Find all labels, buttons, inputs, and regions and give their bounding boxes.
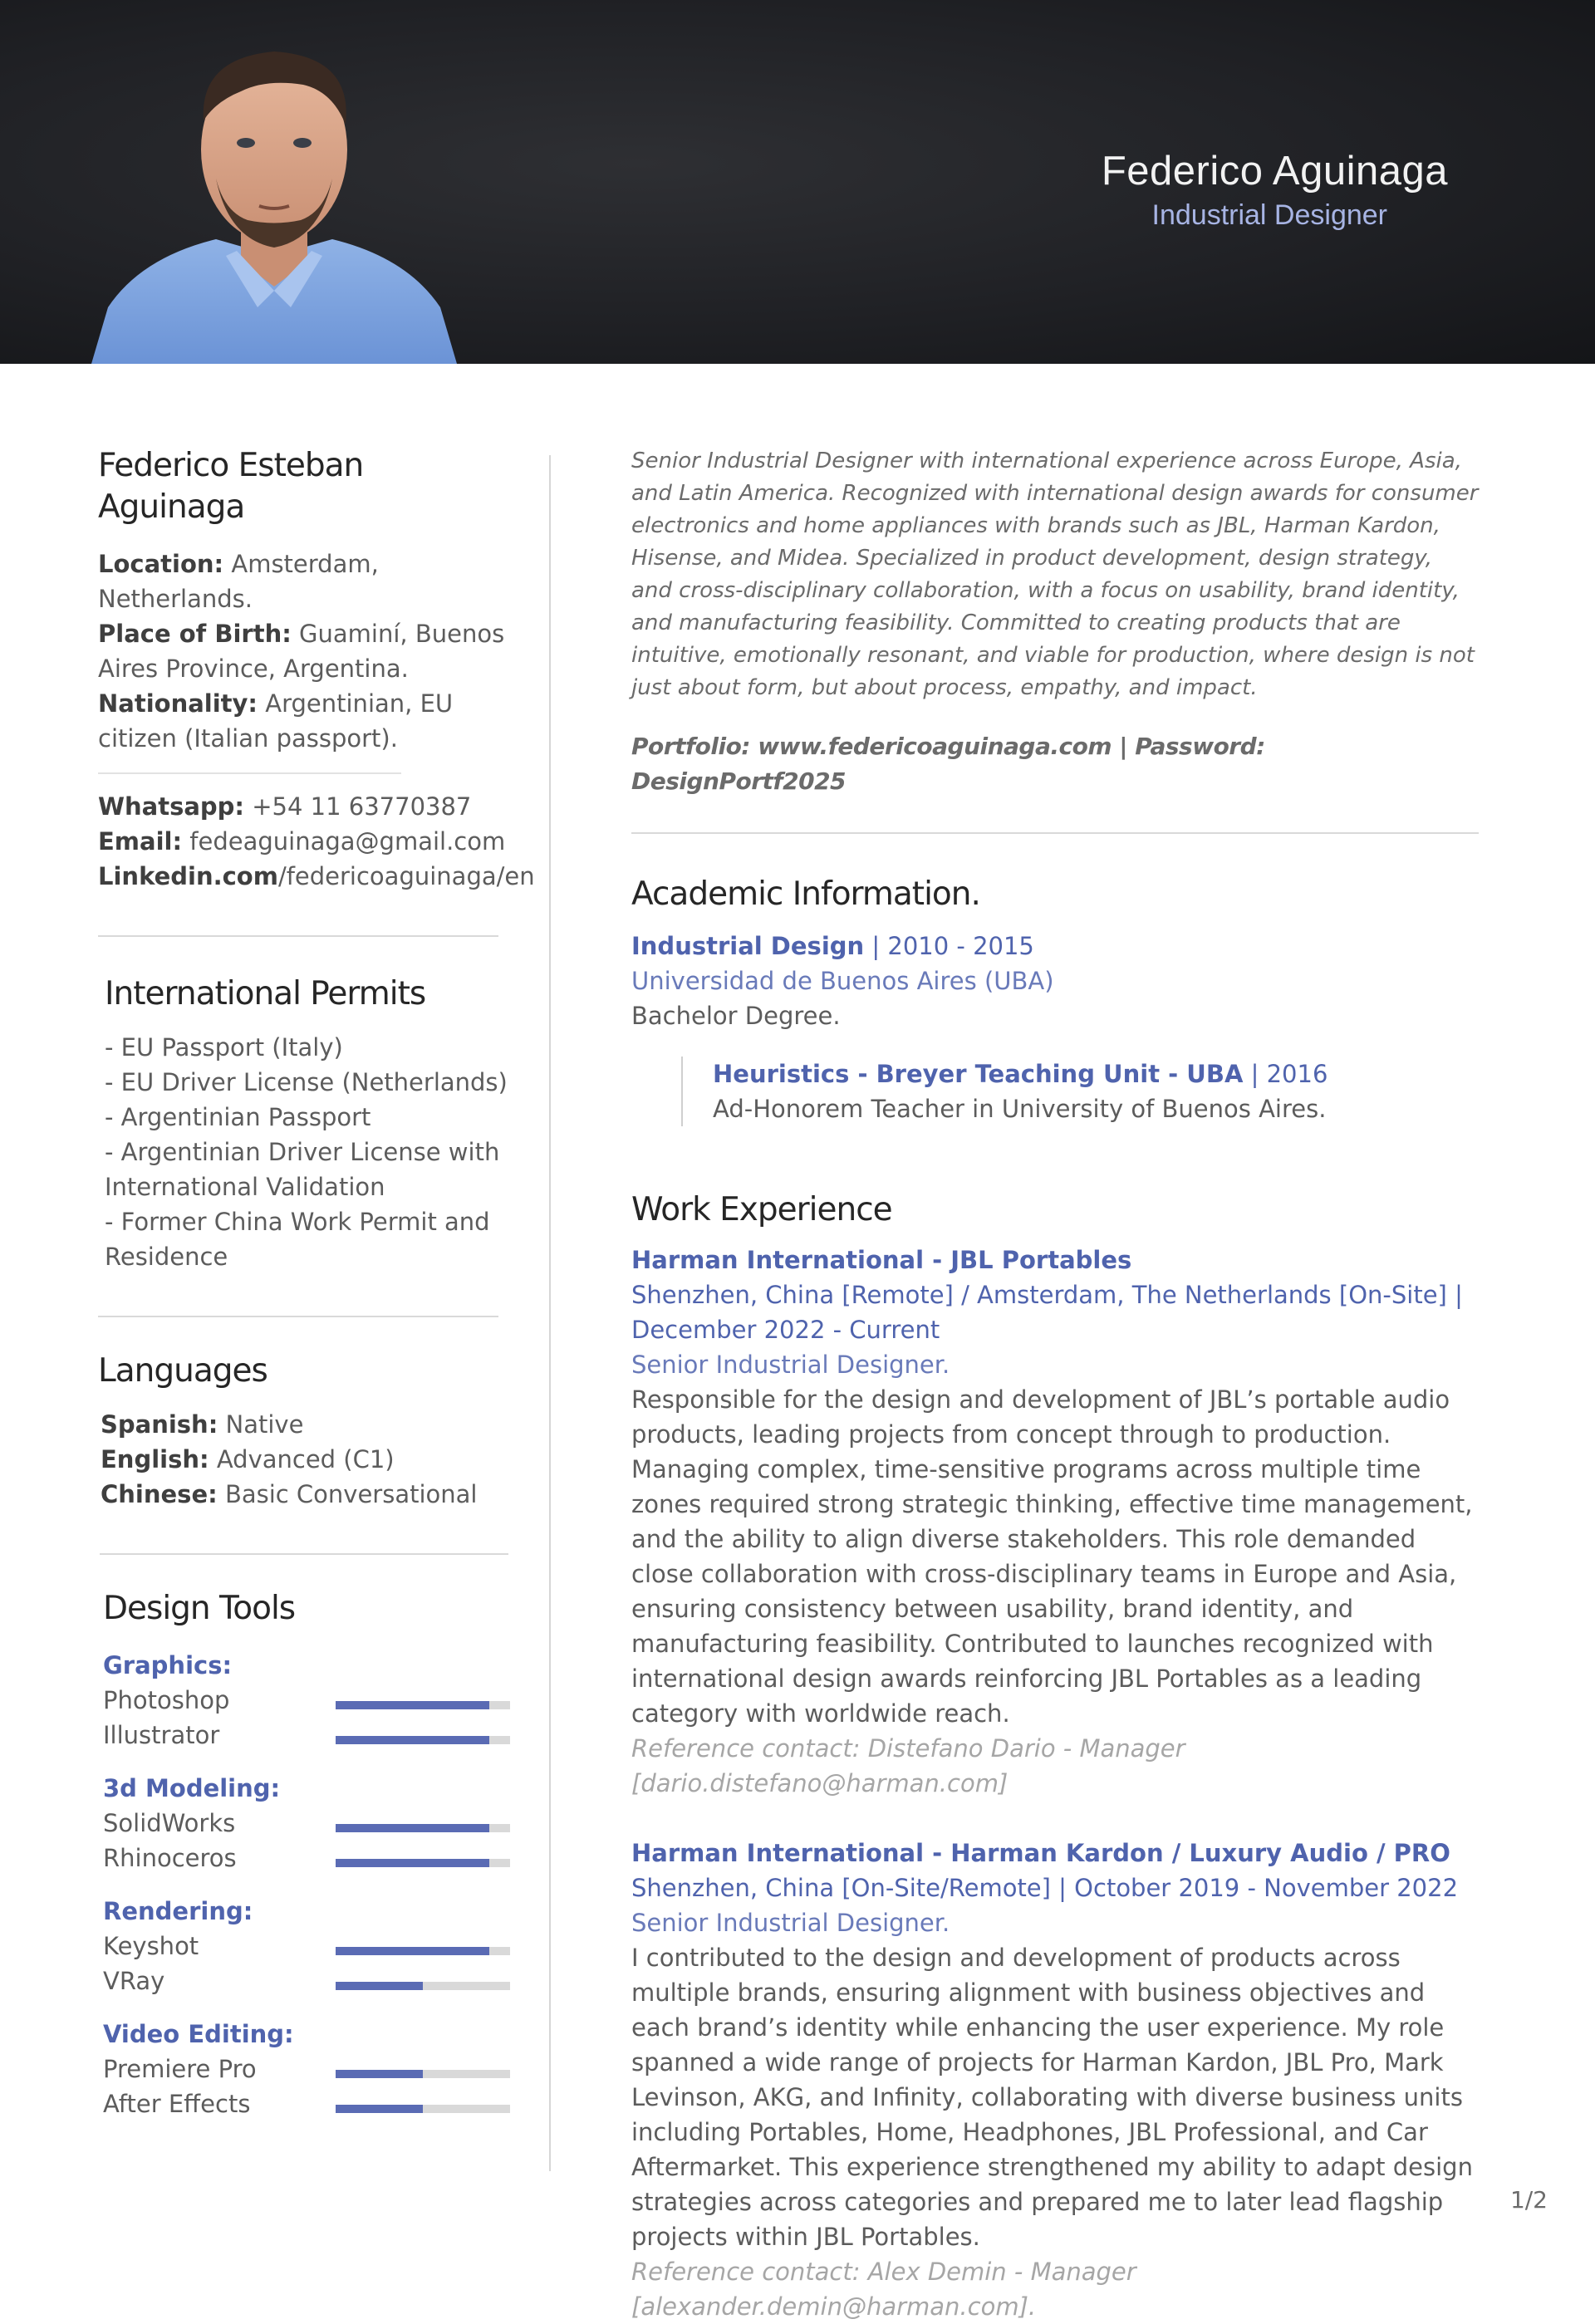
- job-reference: Reference contact: Distefano Dario - Manager [dario.distefano@harman.com]: [631, 1734, 1185, 1797]
- job-location: Shenzhen, China [On-Site/Remote] | October 2019 - November 2022: [631, 1874, 1459, 1902]
- list-item: English: Advanced (C1): [101, 1445, 395, 1473]
- tool-category: Graphics:: [103, 1651, 233, 1679]
- divider: [98, 1316, 498, 1317]
- right-column: [631, 445, 1479, 2324]
- skill-bar: [336, 1859, 510, 1867]
- list-item: - Argentinian Driver License with International Validation: [105, 1138, 500, 1201]
- birth-line: Place of Birth: Guaminí, Buenos Aires Province, Argentina.: [98, 620, 505, 683]
- skill-bar: [336, 1736, 510, 1744]
- teaching-entry: [681, 1057, 1479, 1126]
- job-description: Responsible for the design and development of JBL’s portable audio products, leading projects from concept through to production. Managing complex, time-sensitive programs across multiple time zones required strong strategic thinking, effective time management, and the ability to align diverse stakeholders. This role demanded close collaboration with cross-disciplinary teams in Europe and Asia, ensuring consistency between usability, brand identity, and manufacturing feasibility. Contributed to launches recognized with international design awards reinforcing JBL Portables as a leading category with worldwide reach.: [631, 1385, 1473, 1728]
- degree-line: Industrial Design | 2010 - 2015: [631, 932, 1034, 960]
- header-banner: [0, 0, 1595, 364]
- skill-bar-fill: [336, 2070, 423, 2078]
- profile-photo: [83, 33, 465, 364]
- skill-bar: [336, 2070, 510, 2078]
- tool-category: Rendering:: [103, 1897, 253, 1925]
- skill-bar: [336, 1982, 510, 1990]
- personal-info: [98, 547, 513, 756]
- tool-row: Photoshop: [103, 1683, 513, 1718]
- list-item: - EU Passport (Italy): [105, 1033, 343, 1061]
- divider: [98, 772, 401, 774]
- skill-bar-fill: [336, 1701, 489, 1709]
- email-line[interactable]: Email: fedeaguinaga@gmail.com: [98, 827, 506, 856]
- whatsapp-line[interactable]: Whatsapp: +54 11 63770387: [98, 792, 472, 821]
- job-entry: [631, 1243, 1479, 1801]
- header-name: Federico Aguinaga: [1101, 149, 1448, 194]
- academic-entry: [631, 929, 1479, 1033]
- school-name: Universidad de Buenos Aires (UBA): [631, 967, 1054, 995]
- skill-bar-fill: [336, 1824, 489, 1832]
- tool-category: 3d Modeling:: [103, 1774, 281, 1802]
- tool-row: After Effects: [103, 2086, 513, 2121]
- nationality-line: Nationality: Argentinian, EU citizen (Italian passport).: [98, 689, 454, 753]
- tool-row: Premiere Pro: [103, 2052, 513, 2086]
- column-divider: [549, 455, 551, 2171]
- skill-bar: [336, 1824, 510, 1832]
- job-reference: Reference contact: Alex Demin - Manager [alexander.demin@harman.com].: [631, 2258, 1136, 2321]
- tool-category: Video Editing:: [103, 2020, 294, 2048]
- job-entry: [631, 1836, 1479, 2324]
- skill-bar: [336, 1947, 510, 1955]
- skill-bar-fill: [336, 2105, 423, 2113]
- divider: [98, 935, 498, 937]
- job-position: Senior Industrial Designer.: [631, 1909, 950, 1937]
- teaching-desc: Ad-Honorem Teacher in University of Buenos Aires.: [713, 1095, 1327, 1123]
- list-item: - Former China Work Permit and Residence: [105, 1208, 490, 1271]
- job-company: Harman International - Harman Kardon / Luxury Audio / PRO: [631, 1839, 1450, 1867]
- job-position: Senior Industrial Designer.: [631, 1351, 950, 1379]
- list-item: Chinese: Basic Conversational: [101, 1480, 478, 1508]
- work-title: Work Experience: [631, 1191, 892, 1228]
- list-item: - Argentinian Passport: [105, 1103, 371, 1131]
- job-location: Shenzhen, China [Remote] / Amsterdam, The Netherlands [On-Site] | December 2022 - Current: [631, 1281, 1463, 1344]
- tool-row: VRay: [103, 1964, 513, 1998]
- divider: [100, 1553, 508, 1555]
- academic-title: Academic Information.: [631, 875, 980, 913]
- degree-level: Bachelor Degree.: [631, 1002, 841, 1030]
- header-role: Industrial Designer: [1151, 199, 1387, 231]
- languages-title: Languages: [98, 1352, 267, 1390]
- permits-list: [98, 1030, 513, 1274]
- tool-row: SolidWorks: [103, 1806, 513, 1841]
- skill-bar: [336, 1701, 510, 1709]
- page-number: 1/2: [1509, 2186, 1548, 2214]
- tools-title: Design Tools: [103, 1590, 296, 1627]
- divider: [631, 832, 1479, 834]
- skill-bar-fill: [336, 1982, 423, 1990]
- job-company: Harman International - JBL Portables: [631, 1246, 1132, 1274]
- job-description: I contributed to the design and development of products across multiple brands, ensuring alignment with business objectives and each brand’s identity while enhancing the user experience. My role spanned a wide range of projects for Harman Kardon, JBL Pro, Mark Levinson, AKG, and Infinity, collaborating with diverse business units including Portables, Home, Headphones, JBL Professional, and Car Aftermarket. This experience strengthened my ability to adapt design strategies across categories and prepared me to later lead flagship projects within JBL Portables.: [631, 1944, 1473, 2251]
- tool-row: Rhinoceros: [103, 1841, 513, 1875]
- tool-row: Keyshot: [103, 1929, 513, 1964]
- portfolio-link[interactable]: Portfolio: www.federicoaguinaga.com | Password: DesignPortf2025: [631, 733, 1265, 795]
- tool-row: Illustrator: [103, 1718, 513, 1753]
- location-line: Location: Amsterdam, Netherlands.: [98, 550, 379, 613]
- linkedin-line[interactable]: Linkedin.com/federicoaguinaga/en: [98, 862, 535, 890]
- skill-bar-fill: [336, 1947, 489, 1955]
- permits-title: International Permits: [105, 975, 426, 1012]
- list-item: Spanish: Native: [101, 1410, 304, 1439]
- summary-text: Senior Industrial Designer with international experience across Europe, Asia, and Latin America. Recognized with international design awards for consumer electronics and home appliances with brands such as JBL, Harman Kardon, Hisense, and Midea. Specialized in product development, design strategy, and cross-disciplinary collaboration, with a focus on usability, brand identity, and manufacturing feasibility. Committed to creating products that are intuitive, emotionally resonant, and viable for production, where design is not just about form, but about process, empathy, and impact.: [631, 449, 1479, 700]
- skill-bar: [336, 2105, 510, 2113]
- contact-info: [98, 789, 535, 894]
- languages-list: [98, 1407, 513, 1512]
- teaching-line: Heuristics - Breyer Teaching Unit - UBA | 2016: [713, 1060, 1328, 1088]
- left-column: [98, 445, 535, 2121]
- list-item: - EU Driver License (Netherlands): [105, 1068, 508, 1096]
- tools-list: [98, 1648, 513, 2121]
- skill-bar-fill: [336, 1859, 489, 1867]
- skill-bar-fill: [336, 1736, 489, 1744]
- full-name: Federico Esteban Aguinaga: [98, 447, 364, 526]
